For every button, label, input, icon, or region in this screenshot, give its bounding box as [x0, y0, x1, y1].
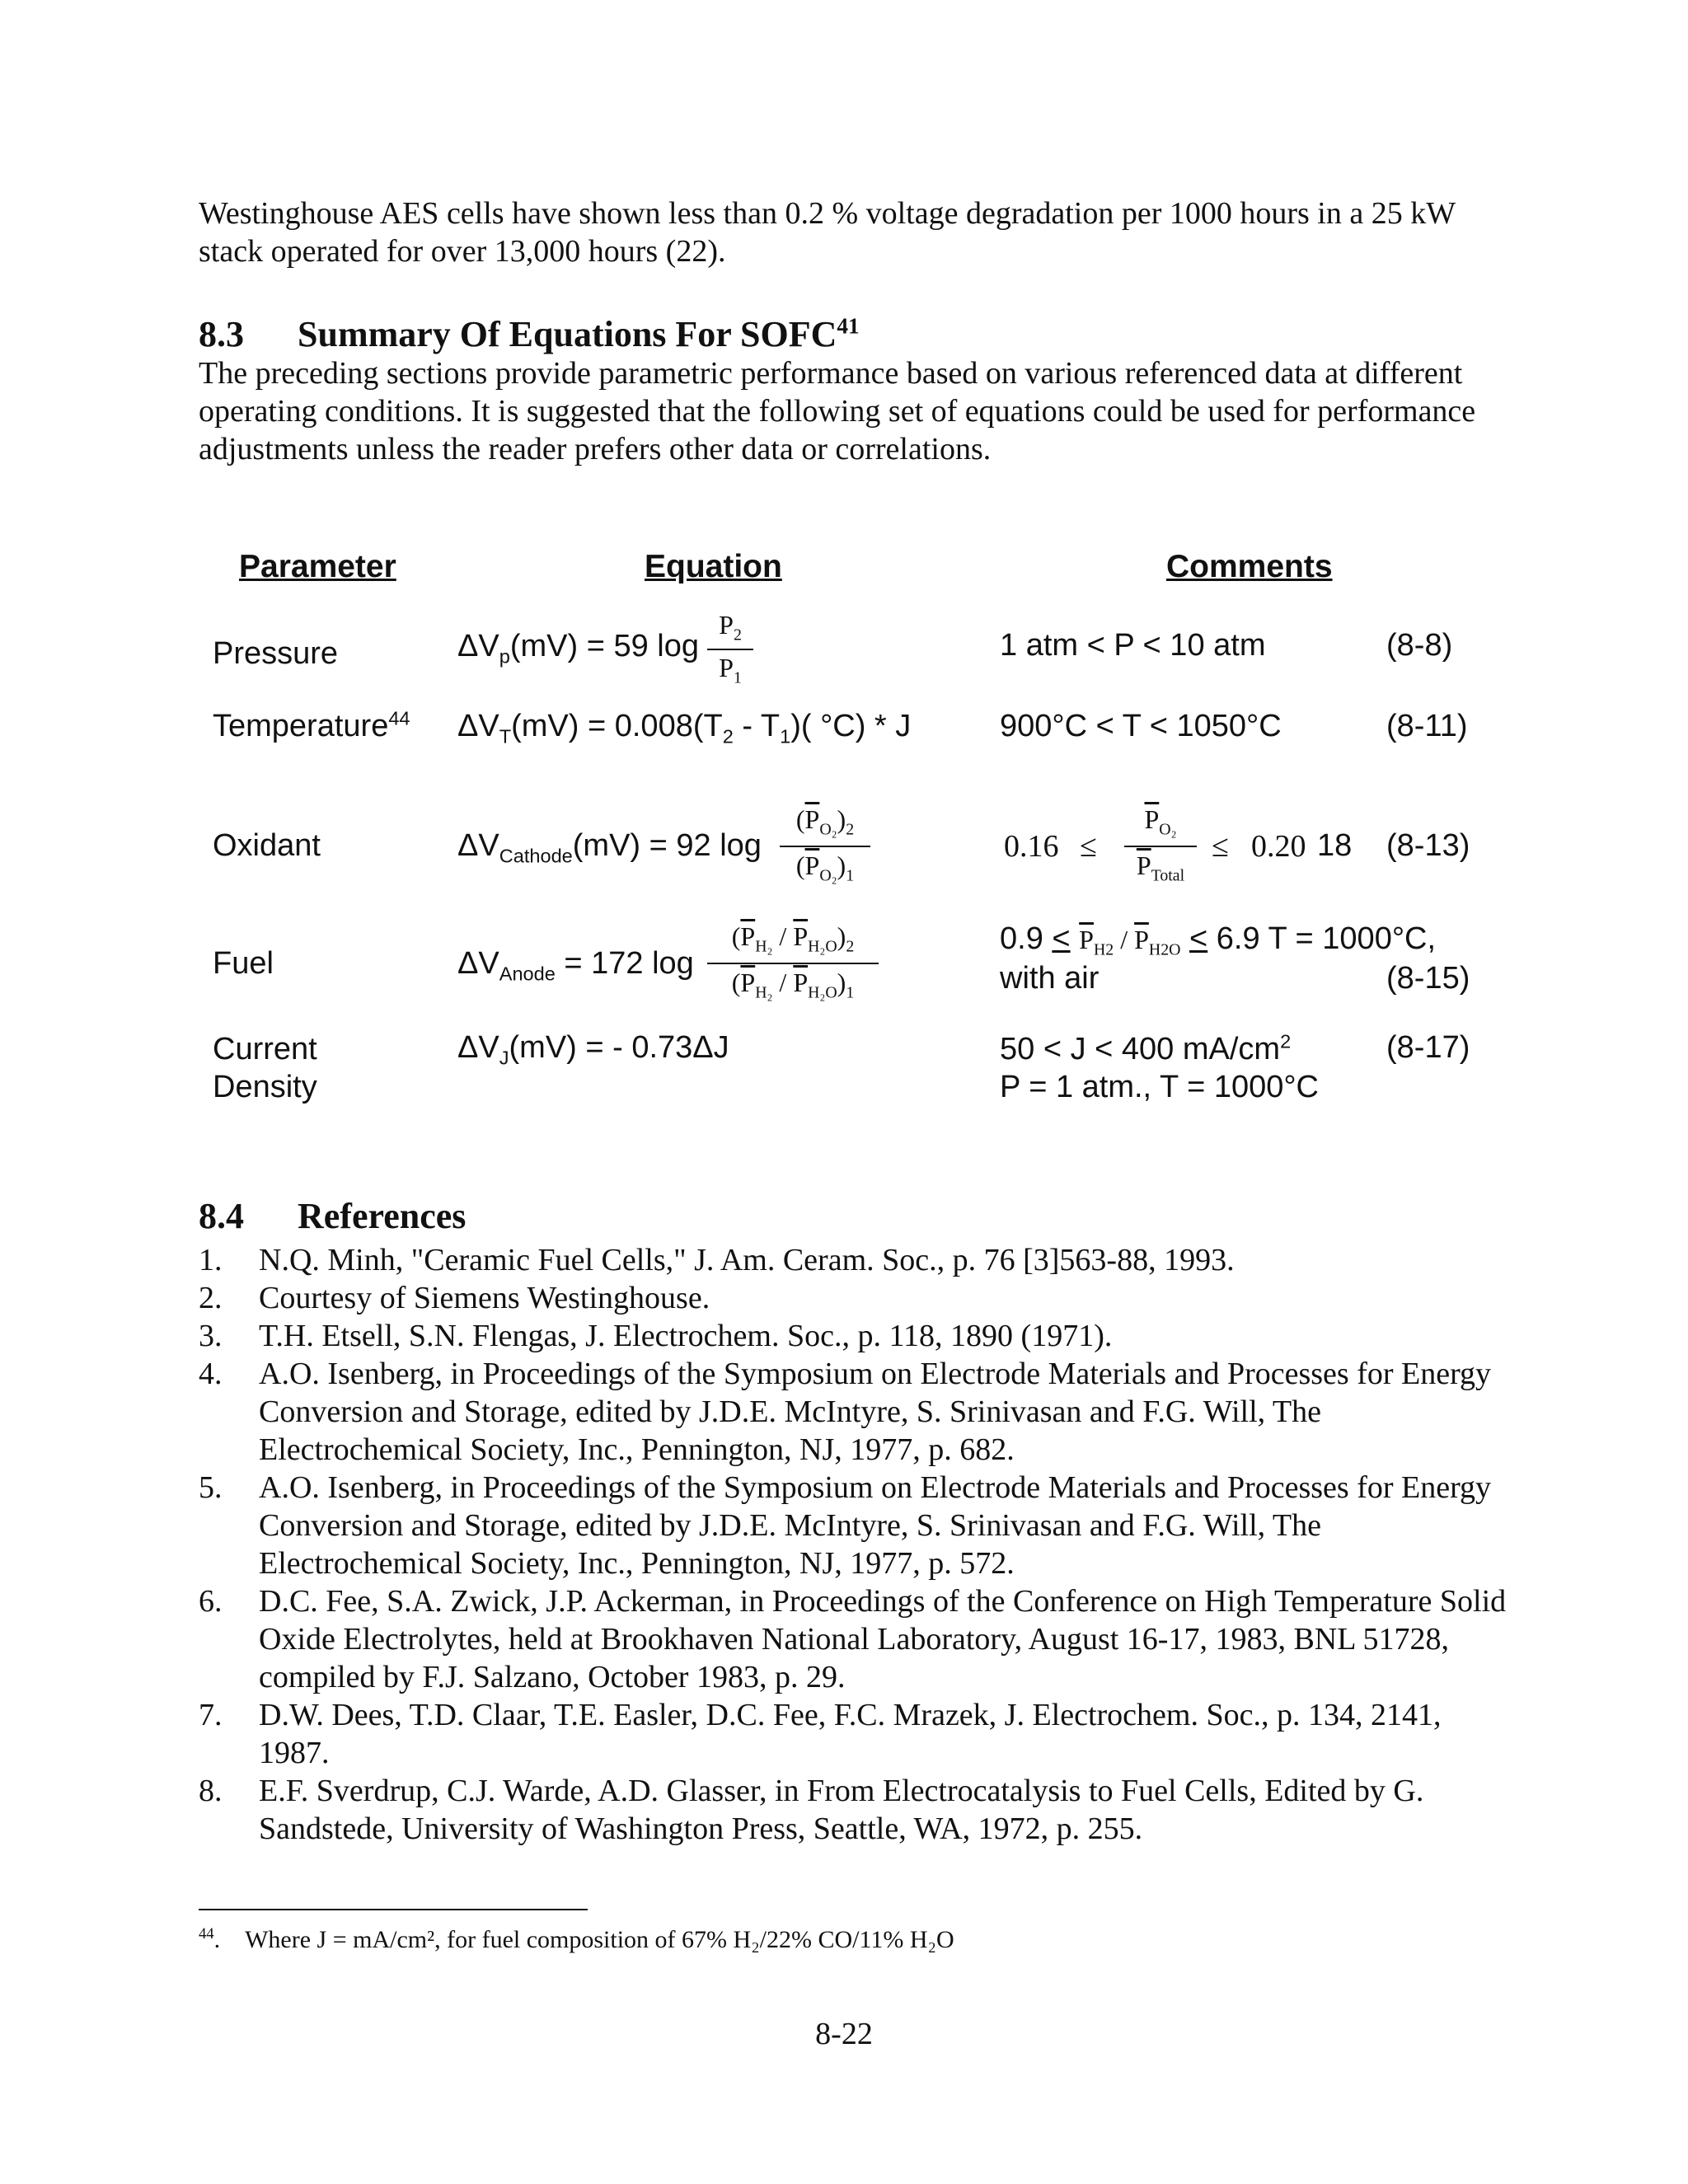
reference-text: A.O. Isenberg, in Proceedings of the Symposium on Electrode Materials and Processes for Energy Conversion and Storage, edited by J.D.E. McIntyre, S. Srinivasan and F.G. Will, The Electrochemical Society, Inc., Pennington, NJ, 1977, p. 682. — [259, 1357, 1492, 1467]
header-comments: Comments — [1166, 549, 1333, 584]
comment-fuel-line1: $0.9 < \overline{P}_{H2} / \overline{P}_{H2O} < 6.9$ T = 1000°C, — [1000, 921, 1437, 959]
comment-current-line1: 50 < J < 400 mA/cm — [1000, 1032, 1281, 1066]
reference-number: 4. — [199, 1357, 223, 1391]
comment-fuel-lower: 0.9 — [1000, 921, 1043, 956]
footnote-ref-44: 44 — [388, 707, 410, 729]
param-current-line1: Current — [213, 1032, 317, 1066]
eqnum-oxidant: (8-13) — [1386, 828, 1470, 863]
reference-text: Courtesy of Siemens Westinghouse. — [259, 1281, 710, 1315]
eqnum-fuel: (8-15) — [1386, 961, 1470, 996]
footnote-mark: 44 — [199, 1925, 214, 1943]
comment-current-density — [1000, 1030, 1319, 1106]
param-fuel: Fuel — [213, 946, 274, 981]
equation-fuel: $\Delta V_{Anode} = 172$ log — [457, 946, 694, 985]
param-temperature — [213, 709, 410, 744]
equation-pressure: $\Delta V_p(mV) = 59$ log — [457, 629, 699, 668]
equation-oxidant: $\Delta V_{Cathode}(mV) = 92$ log — [457, 828, 762, 867]
comment-fuel-upper: 6.9 T = 1000°C, — [1216, 921, 1437, 956]
section-heading-8-3 — [199, 313, 860, 356]
param-current-line2: Density — [213, 1070, 317, 1104]
comment-current-line2: P = 1 atm., T = 1000°C — [1000, 1070, 1319, 1104]
param-pressure: Pressure — [213, 636, 339, 671]
reference-text: T.H. Etsell, S.N. Flengas, J. Electrochem. Soc., p. 118, 1890 (1971). — [259, 1319, 1113, 1353]
comment-current-sup: 2 — [1280, 1030, 1292, 1052]
comment-oxidant-upper: 0.20 — [1251, 829, 1306, 864]
reference-number: 7. — [199, 1698, 223, 1732]
reference-text: D.C. Fee, S.A. Zwick, J.P. Ackerman, in Proceedings of the Conference on High Temperature Solid Oxide Electrolytes, held at Brookhaven National Laboratory, August 16-17, 1983, BNL 51728, compiled by F.J. Salzano, October 1983, p. 29. — [259, 1584, 1507, 1694]
fraction-po2: $(\overline{P}_{O_2})_2$ $(\overline{P}_{O_2})_1$ — [780, 804, 870, 893]
fraction-ph2-ph2o: $(\overline{P}_{H_2} / \overline{P}_{H_2O})_2$ $(\overline{P}_{H_2} / \overline{P}_{H_2O})_1$ — [707, 921, 879, 1010]
section-heading-8-4 — [199, 1195, 466, 1238]
equation-current-density: $\Delta V_J(mV)$ = - 0.73ΔJ — [457, 1030, 729, 1069]
eqnum-current: (8-17) — [1386, 1030, 1470, 1065]
page-number: 8-22 — [815, 2017, 873, 2051]
footnote-text: Where J = mA/cm², for fuel composition of 67% H₂/22% CO/11% H₂O — [245, 1926, 954, 1953]
param-current-density — [213, 1030, 317, 1106]
reference-number: 2. — [199, 1281, 223, 1315]
comment-pressure: 1 atm < P < 10 atm — [1000, 628, 1266, 663]
reference-number: 6. — [199, 1584, 223, 1619]
comment-temperature: 900°C < T < 1050°C — [1000, 709, 1282, 743]
eqnum-temperature: (8-11) — [1386, 709, 1468, 743]
footnote: $^{44}$. Where J = mA/cm², for fuel composition of 67% H₂/22% CO/11% H₂O — [199, 1925, 954, 1953]
param-oxidant: Oxidant — [213, 828, 321, 863]
section-number: 8.3 — [199, 314, 244, 354]
intro-paragraph: Westinghouse AES cells have shown less than 0.2 % voltage degradation per 1000 hours in a 25 kW stack operated for over 13,000 hours (22). — [199, 196, 1456, 269]
footnote-rule — [199, 1909, 588, 1910]
header-equation: Equation — [645, 549, 782, 584]
reference-number: 3. — [199, 1319, 223, 1353]
header-parameter: Parameter — [239, 549, 396, 584]
reference-number: 5. — [199, 1470, 223, 1505]
reference-number: 1. — [199, 1243, 223, 1277]
reference-text: D.W. Dees, T.D. Claar, T.E. Easler, D.C. Fee, F.C. Mrazek, J. Electrochem. Soc., p. 134, 2141, 1987. — [259, 1698, 1442, 1770]
reference-text: E.F. Sverdrup, C.J. Warde, A.D. Glasser, in From Electrocatalysis to Fuel Cells, Edited by G. Sandstede, University of Washington Press, Seattle, WA, 1972, p. 255. — [259, 1774, 1424, 1846]
equation-temperature: $\Delta V_T(mV) = 0.008(T_2 - T_1)$( °C) * J — [457, 709, 912, 748]
le-symbol-2: ≤ — [1212, 829, 1229, 864]
reference-number: 8. — [199, 1774, 223, 1808]
section-8-3-body: The preceding sections provide parametric performance based on various referenced data at different operating conditions. It is suggested that the following set of equations could be used for performance adjustments unless the reader prefers other data or correlations. — [199, 356, 1476, 466]
le-symbol-1: ≤ — [1080, 829, 1097, 864]
comment-oxidant-lower: 0.16 — [1004, 829, 1059, 864]
reference-text: N.Q. Minh, "Ceramic Fuel Cells," J. Am. Ceram. Soc., p. 76 [3]563-88, 1993. — [259, 1243, 1235, 1277]
param-temperature-label: Temperature — [213, 709, 389, 743]
footnote-ref-41: 41 — [837, 313, 860, 339]
section-number: 8.4 — [199, 1196, 244, 1236]
comment-oxidant-tail: 18 — [1317, 828, 1353, 863]
reference-text: A.O. Isenberg, in Proceedings of the Symposium on Electrode Materials and Processes for Energy Conversion and Storage, edited by J.D.E. McIntyre, S. Srinivasan and F.G. Will, The Electrochemical Society, Inc., Pennington, NJ, 1977, p. 572. — [259, 1470, 1492, 1581]
fraction-p2-p1: $P_2$ $P_1$ — [707, 610, 753, 689]
fraction-po2-ptotal: $\overline{P}_{O_2}$ $\overline{P}_{Total}$ — [1124, 804, 1197, 893]
section-title: References — [298, 1196, 467, 1236]
eqnum-pressure: (8-8) — [1386, 628, 1453, 663]
comment-fuel-line2: with air — [1000, 961, 1100, 996]
section-title: Summary Of Equations For SOFC — [298, 314, 837, 354]
